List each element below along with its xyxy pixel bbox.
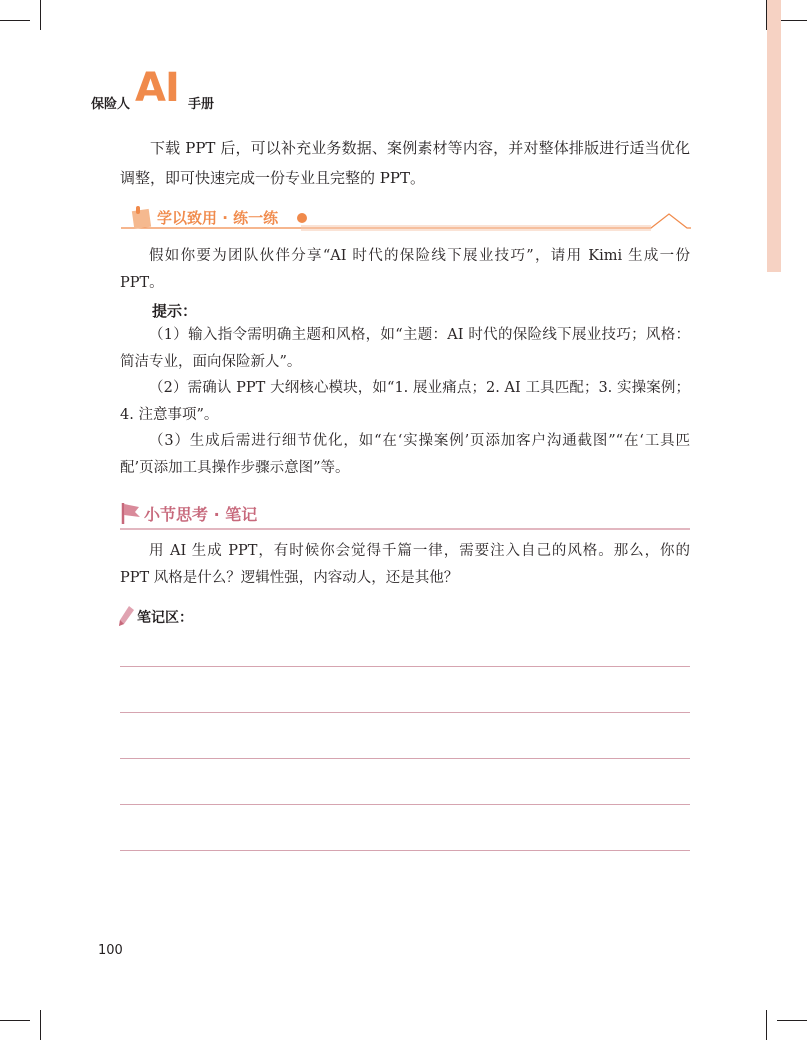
hint-title: 提示：	[152, 302, 198, 320]
hint-item: （2）需确认 PPT 大纲核心模块，如“1. 展业痛点；2. AI 工具匹配；3. 实操案例；4. 注意事项”。	[120, 380, 690, 423]
crop-mark	[777, 20, 807, 21]
pen-icon	[117, 605, 135, 631]
reflection-title: 小节思考 · 笔记	[144, 505, 258, 524]
practice-task-text: 假如你要为团队伙伴分享“AI 时代的保险线下展业技巧”，请用 Kimi 生成一份 PPT。	[120, 248, 690, 291]
hint-list	[120, 322, 690, 481]
intro-paragraph	[120, 133, 690, 193]
flag-icon	[120, 501, 142, 529]
header-ai: AI	[135, 65, 179, 111]
crop-mark	[766, 1010, 767, 1040]
crop-mark	[0, 20, 30, 21]
practice-task	[120, 243, 690, 296]
dot-icon	[297, 213, 307, 223]
notes-label: 笔记区：	[137, 610, 193, 626]
reflection-question	[120, 538, 690, 591]
header-suffix: 手册	[188, 97, 215, 112]
note-line[interactable]	[120, 666, 690, 667]
crop-mark	[0, 1020, 30, 1021]
page-number: 100	[98, 943, 123, 958]
practice-banner	[121, 204, 691, 234]
hint-item: （3）生成后需进行细节优化，如“在‘实操案例’页添加客户沟通截图”“在‘工具匹配’页添加工具操作步骤示意图”等。	[120, 433, 690, 476]
hint-item: （1）输入指令需明确主题和风格，如“主题：AI 时代的保险线下展业技巧；风格：简洁专业，面向保险新人”。	[120, 327, 690, 370]
side-tab	[767, 0, 781, 272]
crop-mark	[777, 1020, 807, 1021]
practice-title: 学以致用 · 练一练	[157, 209, 279, 227]
reflection-question-text: 用 AI 生成 PPT，有时候你会觉得千篇一律，需要注入自己的风格。那么，你的 PPT 风格是什么？逻辑性强，内容动人，还是其他？	[120, 543, 690, 586]
note-line[interactable]	[120, 850, 690, 851]
crop-mark	[40, 1010, 41, 1040]
crop-mark	[40, 0, 41, 30]
header-prefix: 保险人	[91, 97, 131, 112]
section-divider	[120, 528, 690, 530]
note-line[interactable]	[120, 758, 690, 759]
note-line[interactable]	[120, 712, 690, 713]
note-line[interactable]	[120, 804, 690, 805]
pin-icon	[131, 206, 153, 234]
intro-text: 下载 PPT 后，可以补充业务数据、案例素材等内容，并对整体排版进行适当优化调整，即可快速完成一份专业且完整的 PPT。	[120, 139, 690, 187]
